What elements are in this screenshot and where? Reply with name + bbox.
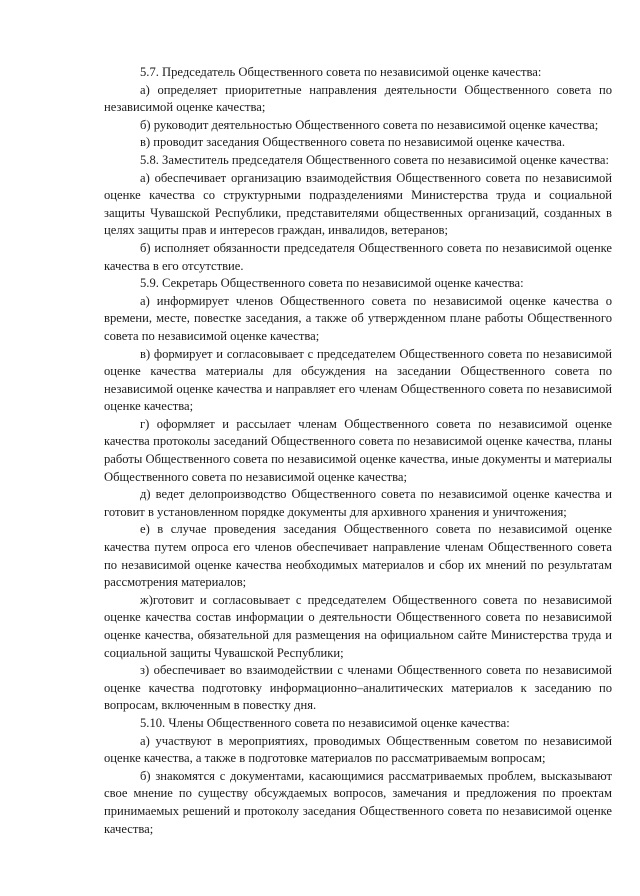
clause-5-7-b: б) руководит деятельностью Общественного совета по независимой оценке качества; (140, 117, 599, 132)
clause-5-9-z: з) обеспечивает во взаимодействии с членами Общественного совета по независимой оценке качества подготовку информационно–аналитических материалов к заседанию по вопросам, включенным в повестку дня. (104, 663, 612, 713)
clause-5-7-heading: 5.7. Председатель Общественного совета по независимой оценке качества: (140, 65, 542, 79)
clause-5-9-d: д) ведет делопроизводство Общественного совета по независимой оценке качества и готовит в установленном порядке документы для архивного хранения и уничтожения; (104, 487, 612, 519)
clause-5-7-v: в) проводит заседания Общественного совета по независимой оценке качества. (140, 135, 566, 150)
clause-5-10-b: б) знакомятся с документами, касающимися рассматриваемых проблем, высказывают свое мнение по существу обсуждаемых вопросов, замечания и предложения по проектам принимаемых решений и протоколу заседания Общественного совета по независимой оценке качества; (104, 768, 612, 836)
clause-5-10-heading: 5.10. Члены Общественного совета по независимой оценке качества: (140, 715, 510, 730)
clause-5-9-e: е) в случае проведения заседания Общественного совета по независимой оценке качества путем опроса его членов обеспечивает направление членам Общественного совета по независимой оценке качества необходимых материалов и сбор их мнений по результатам рассмотрения материалов; (104, 522, 612, 590)
clause-5-9-g: г) оформляет и рассылает членам Общественного совета по независимой оценке качества протоколы заседаний Общественного совета по независимой оценке качества, планы работы Общественного совета по независимой оценке качества, иные документы и материалы Общественного совета по независимой оценке качества; (104, 416, 612, 484)
document-page (104, 64, 612, 838)
clause-5-10-a: а) участвуют в мероприятиях, проводимых Общественным советом по независимой оценке качества, а также в подготовке материалов по рассматриваемым вопросам; (104, 733, 612, 766)
clause-5-9-heading: 5.9. Секретарь Общественного совета по независимой оценке качества: (140, 276, 524, 291)
clause-5-8-a: а) обеспечивает организацию взаимодействия Общественного совета по независимой оценке качества со структурными подразделениями Министерства труда и социальной защиты Чувашской Республики, представителями общественных организаций, созданных в целях защиты прав и интересов граждан, инвалидов, ветеранов; (104, 170, 612, 238)
clause-5-8-b: б) исполняет обязанности председателя Общественного совета по независимой оценке качества в его отсутствие. (104, 240, 612, 273)
clause-5-7-a: а) определяет приоритетные направления деятельности Общественного совета по независимой оценке качества; (104, 82, 612, 115)
clause-5-9-zh: ж)готовит и согласовывает с председателем Общественного совета по независимой оценке качества состав информации о деятельности Общественного совета по независимой оценке качества, обязательной для размещения на официальном сайте Министерства труда и социальной защиты Чувашской Республики; (104, 592, 612, 660)
clause-5-9-v: в) формирует и согласовывает с председателем Общественного совета по независимой оценке качества материалы для обсуждения на заседании Общественного совета по независимой оценке качества и направляет его членам Общественного совета по независимой оценке качества; (104, 346, 612, 414)
clause-5-8-heading: 5.8. Заместитель председателя Общественного совета по независимой оценке качества: (140, 152, 609, 167)
clause-5-9-a: а) информирует членов Общественного совета по независимой оценке качества о времени, месте, повестке заседания, а также об утвержденном плане работы Общественного совета по независимой оценке качества; (104, 293, 612, 343)
